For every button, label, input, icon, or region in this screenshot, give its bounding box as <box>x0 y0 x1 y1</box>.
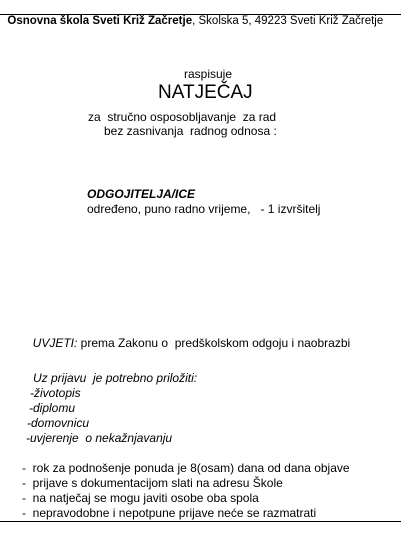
position-details: određeno, puno radno vrijeme, - 1 izvršitelj <box>87 202 321 216</box>
note-item: - rok za podnošenje ponuda je 8(osam) dana od dana objave <box>22 461 350 475</box>
note-item: - nepravodobne i nepotpune prijave neće se razmatrati <box>22 506 317 520</box>
conditions-label: UVJETI: <box>32 336 78 350</box>
note-item: - na natječaj se mogu javiti osobe oba spola <box>22 491 259 505</box>
document-item: -uvjerenje o nekažnjavanju <box>26 431 173 445</box>
footer-divider <box>0 521 401 522</box>
announcement-subtitle-1: za stručno osposobljavanje za rad <box>88 110 277 124</box>
announcement-title: NATJEČAJ <box>158 82 253 103</box>
document-item: -životopis <box>30 386 81 400</box>
position-name: ODGOJITELJA/ICE <box>87 187 196 201</box>
document-item: -diplomu <box>29 401 76 415</box>
header-divider <box>0 14 401 15</box>
school-address: Skolska 5, 49223 Sveti Križ Začretje <box>195 15 384 27</box>
conditions-text: prema Zakonu o predškolskom odgoju i naobrazbi <box>77 336 351 350</box>
note-item: - prijave s dokumentacijom slati na adresu Škole <box>22 476 283 490</box>
announcement-subtitle-2: bez zasnivanja radnog odnosa : <box>104 124 277 138</box>
school-name: Osnovna škola Sveti Križ Začretje <box>7 15 193 27</box>
documents-intro: Uz prijavu je potrebno priložiti: <box>33 371 198 385</box>
header-line: Osnovna škola Sveti Križ Začretje, Skolska 5, 49223 Sveti Križ Začretje <box>7 15 384 27</box>
conditions-line <box>26 322 350 350</box>
announcement-verb: raspisuje <box>184 67 233 81</box>
document-item: -domovnicu <box>27 416 90 430</box>
